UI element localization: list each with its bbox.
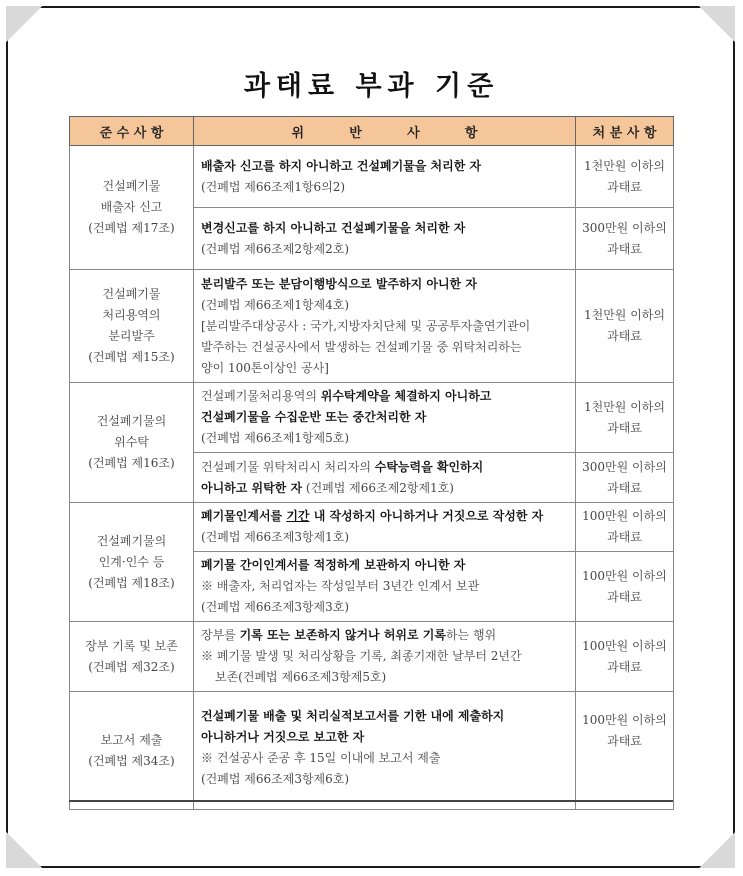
category-line: (건폐법 제18조) [88, 575, 175, 590]
violation-text: 배출자 신고를 하지 아니하고 건설폐기물을 처리한 자 [201, 158, 482, 173]
penalty-line: 과태료 [607, 179, 642, 194]
violation-cell [194, 692, 576, 810]
penalty-line: 과태료 [607, 659, 642, 674]
table-row [70, 146, 674, 208]
violation-cell [194, 622, 576, 692]
violation-text: 건설폐기물 배출 및 처리실적보고서를 기한 내에 제출하지 [201, 709, 505, 723]
penalty-cell [576, 503, 674, 552]
law-reference: (건폐법 제66조제1항6의2) [201, 179, 346, 194]
header-penalty: 처 분 사 항 [576, 117, 674, 146]
note-line: 발주하는 건설공사에서 발생하는 건설폐기물 중 위탁처리하는 [201, 339, 522, 354]
penalty-line: 1천만원 이하의 [583, 158, 665, 173]
penalty-line: 1천만원 이하의 [583, 399, 665, 414]
table-row [70, 503, 674, 552]
penalty-line: 과태료 [607, 480, 642, 495]
law-reference: (건폐법 제66조제3항제3호) [201, 600, 350, 614]
category-line: 장부 기록 및 보존 [85, 638, 178, 653]
table-bottom-rule [69, 800, 673, 802]
category-line: 건설폐기물의 [96, 414, 167, 428]
category-line: 인계·인수 등 [98, 554, 165, 569]
penalty-cell [576, 692, 674, 810]
law-reference: (건폐법 제66조제2항제2호) [201, 241, 350, 256]
violation-prefix: 장부를 [201, 628, 240, 642]
violation-text: 분리발주 또는 분담이행방식으로 발주하지 아니한 자 [201, 276, 477, 291]
penalty-line: 100만원 이하의 [582, 509, 667, 523]
penalty-line: 과태료 [607, 734, 642, 748]
category-line: (건폐법 제34조) [88, 753, 175, 768]
violation-text: 수탁능력을 확인하지 [374, 459, 484, 474]
violation-text-underlined: 기간 [286, 509, 310, 523]
penalty-line: 1천만원 이하의 [583, 308, 665, 322]
note-line: 양이 100톤이상인 공사] [201, 360, 329, 375]
law-reference: (건폐법 제66조제2항제1호) [302, 480, 454, 495]
category-line: 건설폐기물 [102, 179, 161, 193]
violation-text: 위수탁계약을 체결하지 아니하고 [320, 389, 492, 403]
law-reference: (건폐법 제66조제3항제6호) [201, 772, 350, 786]
penalty-cell [576, 622, 674, 692]
law-reference: (건폐법 제66조제1항제5호) [201, 431, 350, 445]
page-corner-decoration [6, 832, 42, 868]
note-line: ※ 건설공사 준공 후 15일 이내에 보고서 제출 [201, 751, 441, 765]
page-corner-decoration [699, 6, 735, 42]
page-title: 과태료 부과 기준 [243, 71, 500, 102]
violation-text: 내 작성하지 아니하거나 거짓으로 작성한 자 [309, 509, 544, 523]
category-line: (건폐법 제15조) [88, 350, 175, 364]
category-line: 배출자 신고 [100, 200, 163, 214]
penalty-line: 100만원 이하의 [582, 638, 667, 653]
table-row [70, 692, 674, 810]
category-line: (건폐법 제32조) [88, 659, 175, 674]
penalty-line: 300만원 이하의 [582, 220, 667, 235]
category-line: 처리용역의 [102, 308, 161, 322]
note-line: ※ 폐기물 발생 및 처리상황을 기록, 최종기재한 날부터 2년간 [201, 649, 522, 663]
violation-text: 폐기물인계서를 [201, 509, 287, 523]
violation-cell [194, 208, 576, 270]
penalty-cell [576, 453, 674, 503]
table-row [70, 622, 674, 692]
violation-cell [194, 453, 576, 503]
violation-text: 폐기물 간이인계서를 적정하게 보관하지 아니한 자 [201, 558, 466, 572]
note-line: 보존(건폐법 제66조제3항제5호) [215, 670, 387, 684]
header-violation: 위 반 사 항 [194, 117, 576, 146]
penalty-line: 과태료 [607, 241, 642, 256]
penalty-line: 300만원 이하의 [582, 459, 667, 474]
category-line: 분리발주 [108, 329, 155, 343]
table-row [70, 270, 674, 383]
category-cell [70, 383, 194, 503]
note-line: [분리발주대상공사 : 국가,지방자치단체 및 공공투자출연기관이 [201, 318, 531, 333]
category-cell [70, 503, 194, 622]
violation-text: 기록 또는 보존하지 않거나 허위로 기록 [239, 628, 446, 642]
header-compliance: 준 수 사 항 [70, 117, 194, 146]
penalty-cell [576, 208, 674, 270]
violation-text: 아니하고 위탁한 자 [201, 480, 303, 495]
penalty-line: 100만원 이하의 [582, 713, 667, 727]
violation-cell [194, 270, 576, 383]
table-row [70, 383, 674, 453]
category-cell [70, 692, 194, 810]
penalty-line: 과태료 [607, 329, 642, 343]
category-line: 건설폐기물 [102, 287, 161, 301]
page-corner-decoration [699, 832, 735, 868]
category-line: 보고서 제출 [100, 732, 163, 747]
violation-cell [194, 503, 576, 552]
note-line: ※ 배출자, 처리업자는 작성일부터 3년간 인계서 보관 [201, 579, 480, 593]
penalty-cell [576, 552, 674, 622]
category-cell [70, 622, 194, 692]
violation-suffix: 하는 행위 [445, 628, 497, 642]
table-header-row [70, 117, 674, 146]
violation-cell [194, 552, 576, 622]
penalty-cell [576, 146, 674, 208]
penalty-line: 과태료 [607, 589, 642, 604]
violation-text: 아니하거나 거짓으로 보고한 자 [201, 730, 365, 744]
violation-prefix: 건설폐기물 위탁처리시 처리자의 [201, 459, 375, 474]
law-reference: (건폐법 제66조제1항제4호) [201, 297, 350, 312]
violation-cell [194, 146, 576, 208]
penalty-line: 과태료 [607, 420, 642, 435]
penalty-cell [576, 383, 674, 453]
penalty-cell [576, 270, 674, 383]
category-line: (건폐법 제16조) [88, 456, 175, 470]
violation-cell [194, 383, 576, 453]
penalty-table [69, 116, 674, 810]
penalty-line: 100만원 이하의 [582, 568, 667, 583]
category-line: (건폐법 제17조) [88, 221, 175, 235]
violation-prefix: 건설폐기물처리용역의 [201, 389, 321, 403]
category-line: 건설폐기물의 [96, 533, 167, 548]
category-cell [70, 270, 194, 383]
violation-text: 건설폐기물을 수집운반 또는 중간처리한 자 [201, 410, 427, 424]
category-line: 위수탁 [114, 435, 149, 449]
violation-text: 변경신고를 하지 아니하고 건설폐기물을 처리한 자 [201, 220, 466, 235]
penalty-line: 과태료 [607, 530, 642, 544]
law-reference: (건폐법 제66조제3항제1호) [201, 530, 350, 544]
page-corner-decoration [6, 6, 42, 42]
category-cell [70, 146, 194, 270]
